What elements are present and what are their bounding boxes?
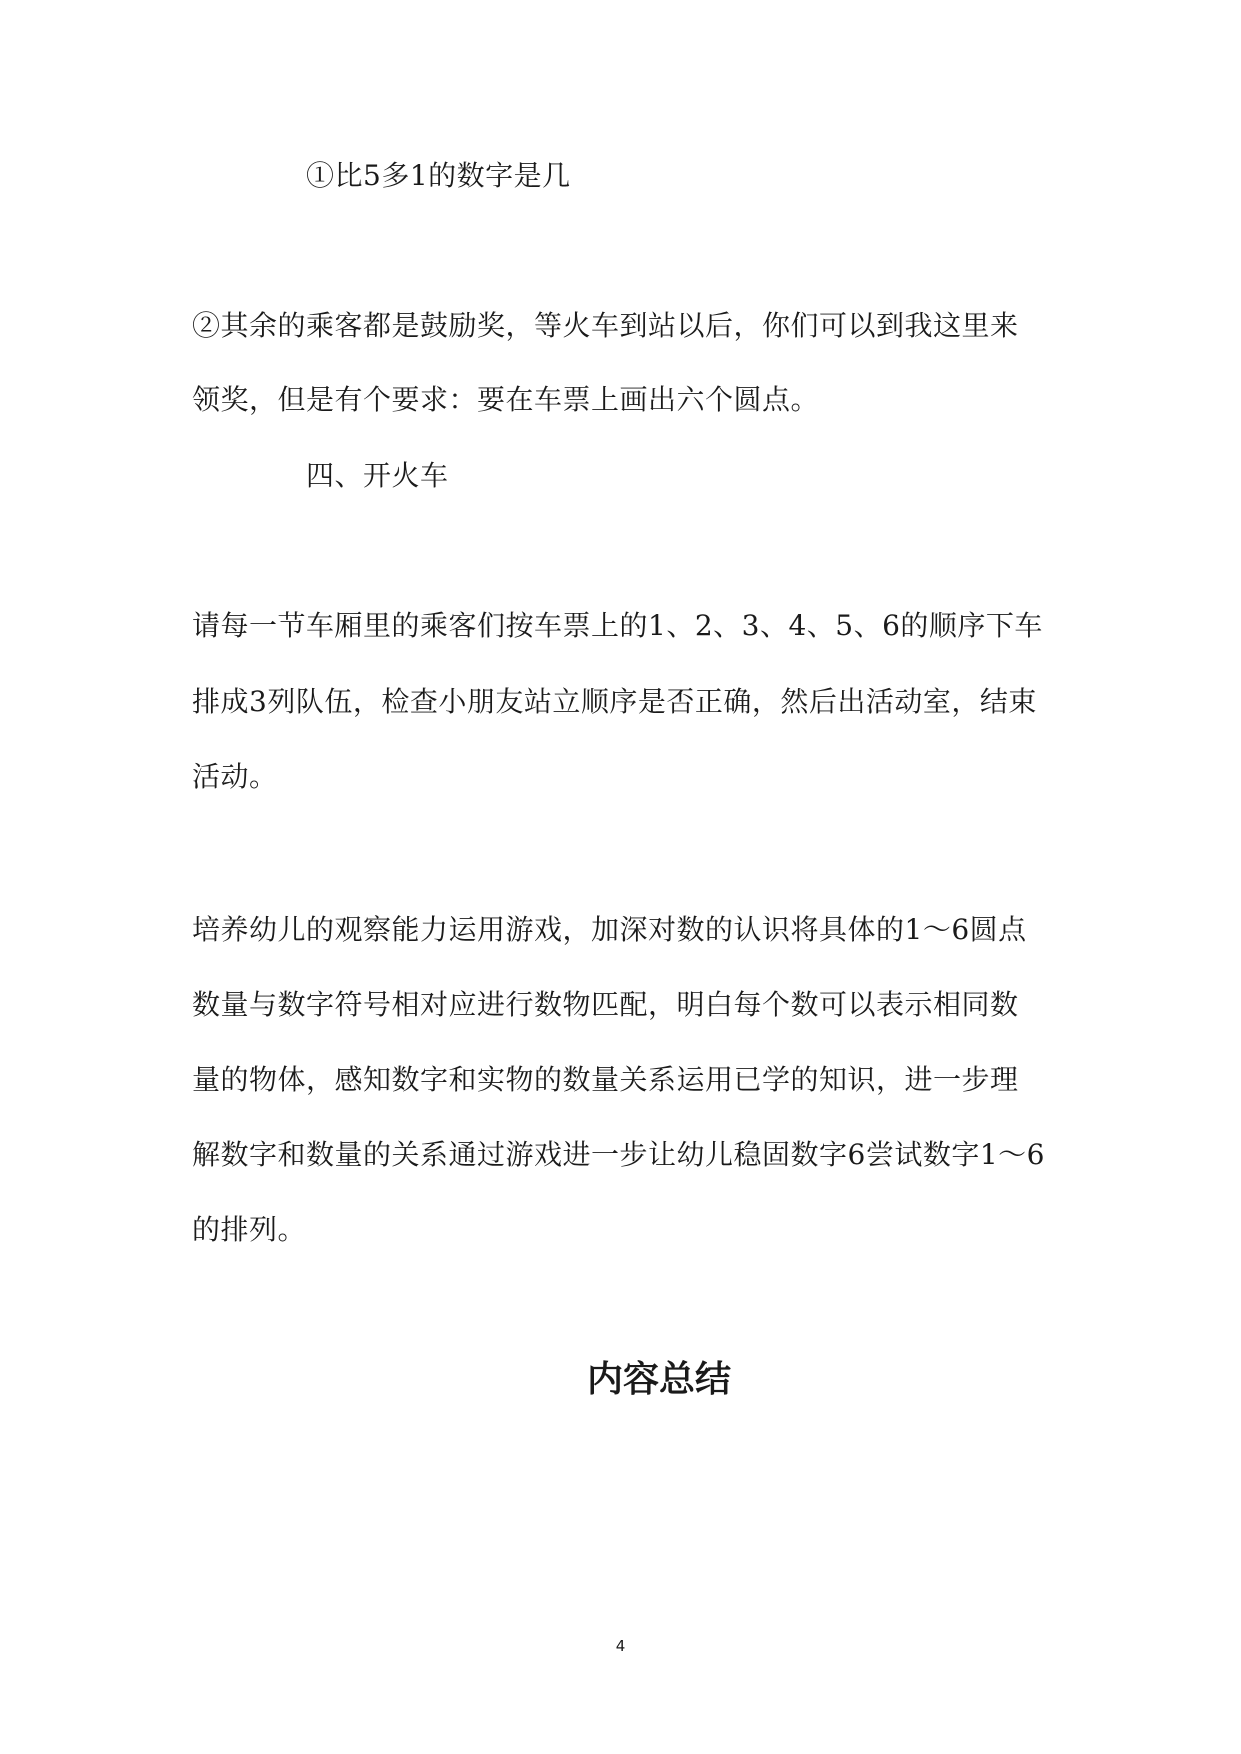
paragraph-2-line-5: 的排列。 (192, 1213, 307, 1246)
paragraph-2-line-4: 解数字和数量的关系通过游戏进一步让幼儿稳固数字6尝试数字1～6 (192, 1138, 1045, 1171)
paragraph-2-line-1: 培养幼儿的观察能力运用游戏，加深对数的认识将具体的1～6圆点 (192, 913, 1027, 946)
list-item-1: ①比5多1的数字是几 (306, 159, 571, 192)
paragraph-1-line-1: 请每一节车厢里的乘客们按车票上的1、2、3、4、5、6的顺序下车 (192, 609, 1043, 642)
section-title-4: 四、开火车 (306, 459, 449, 492)
paragraph-2-line-2: 数量与数字符号相对应进行数物匹配，明白每个数可以表示相同数 (192, 988, 1019, 1021)
summary-heading: 内容总结 (586, 1359, 731, 1400)
paragraph-1-line-2: 排成3列队伍，检查小朋友站立顺序是否正确，然后出活动室，结束 (192, 685, 1037, 718)
list-item-2-line-2: 领奖，但是有个要求：要在车票上画出六个圆点。 (192, 383, 820, 416)
page-number: 4 (615, 1637, 626, 1655)
paragraph-1-line-3: 活动。 (192, 760, 278, 793)
paragraph-2-line-3: 量的物体，感知数字和实物的数量关系运用已学的知识，进一步理 (192, 1063, 1019, 1096)
list-item-2-line-1: ②其余的乘客都是鼓励奖，等火车到站以后，你们可以到我这里来 (192, 309, 1019, 342)
